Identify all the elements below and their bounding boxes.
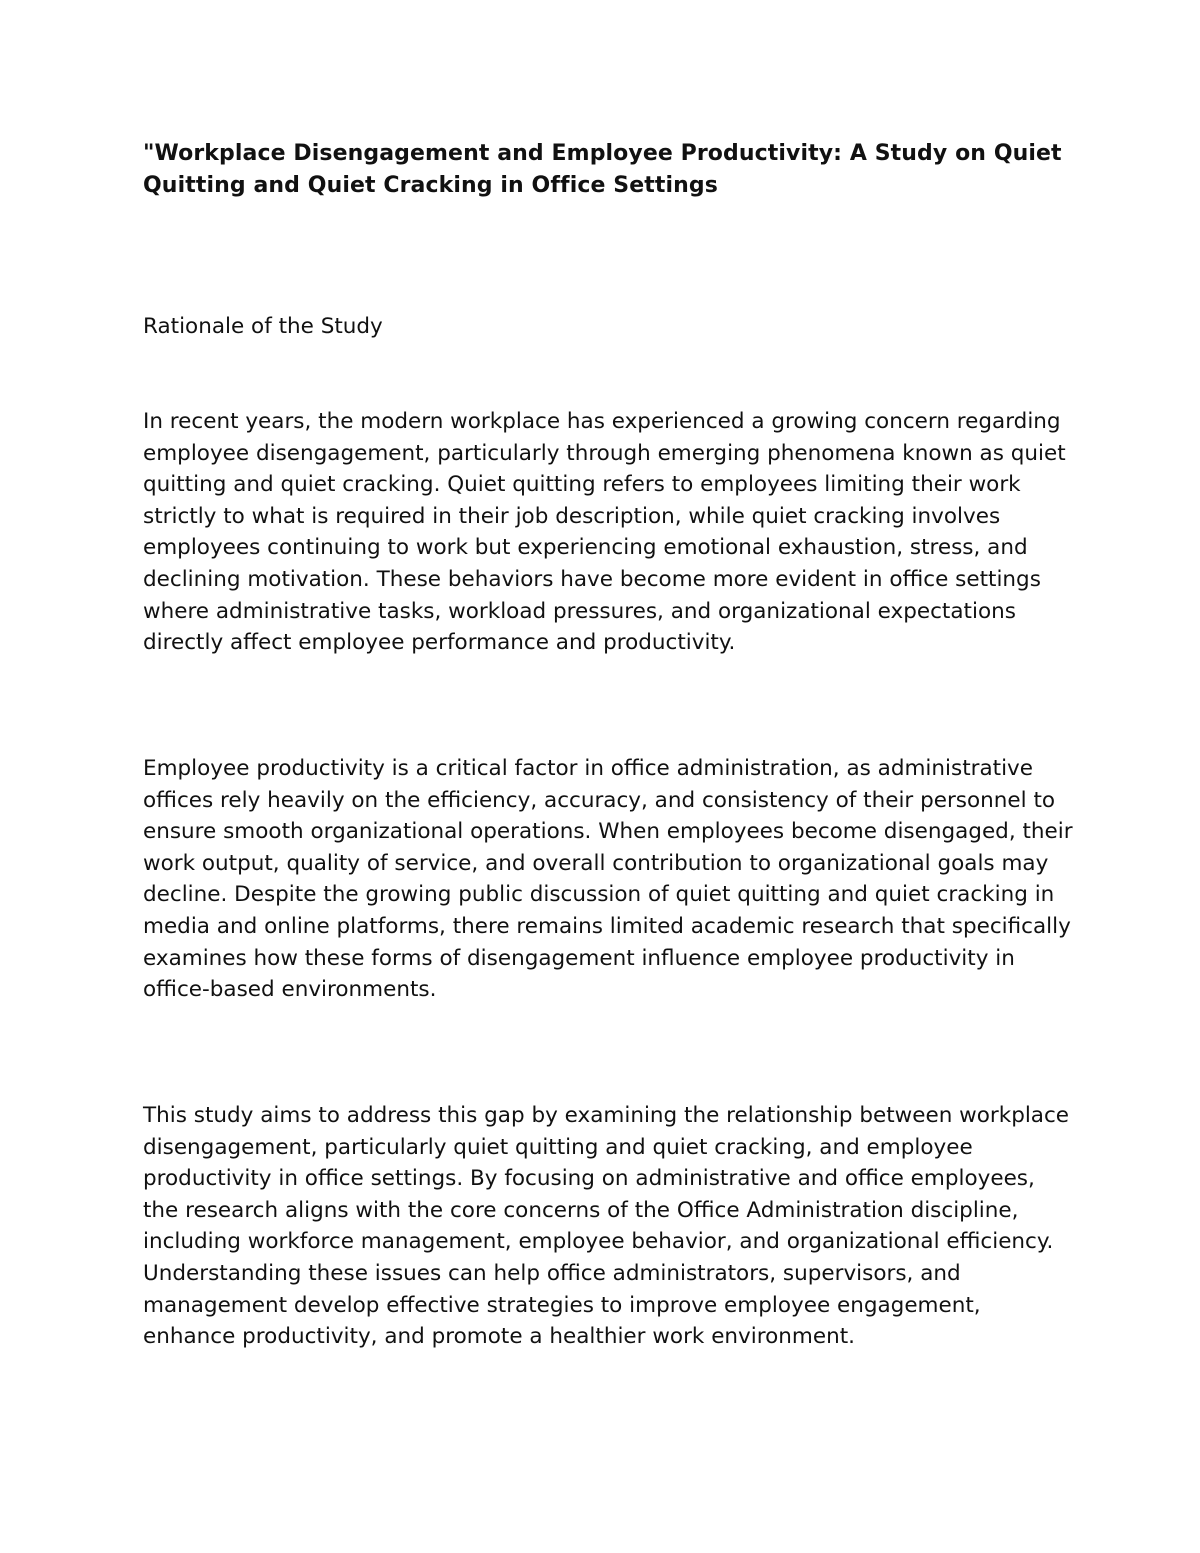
paragraph-3: This study aims to address this gap by examining the relationship between workplace disengagement, particularly quiet quitting and quiet cracking, and employee productivity in office settings. By focusing on administrative and office employees, the research aligns with the core concerns of the Office Administration discipline, including workforce management, employee behavior, and organizational efficiency. Understanding these issues can help office administrators, supervisors, and management develop effective strategies to improve employee engagement, enhance productivity, and promote a healthier work environment. (143, 1103, 1070, 1350)
paragraph-1: In recent years, the modern workplace has experienced a growing concern regarding employee disengagement, particularly through emerging phenomena known as quiet quitting and quiet cracking. Quiet quitting refers to employees limiting their work strictly to what is required in their job description, while quiet cracking involves employees continuing to work but experiencing emotional exhaustion, stress, and declining motivation. These behaviors have become more evident in office settings where administrative tasks, workload pressures, and organizational expectations directly affect employee performance and productivity. (143, 409, 1066, 656)
paragraph-2: Employee productivity is a critical factor in office administration, as administrative offices rely heavily on the efficiency, accuracy, and consistency of their personnel to ensure smooth organizational operations. When employees become disengaged, their work output, quality of service, and overall contribution to organizational goals may decline. Despite the growing public discussion of quiet quitting and quiet cracking in media and online platforms, there remains limited academic research that specifically examines how these forms of disengagement influence employee productivity in office-based environments. (143, 756, 1073, 1003)
document-title: "Workplace Disengagement and Employee Productivity: A Study on Quiet Quitting and Quiet Cracking in Office Settings (143, 141, 1062, 198)
section-heading: Rationale of the Study (143, 314, 383, 339)
